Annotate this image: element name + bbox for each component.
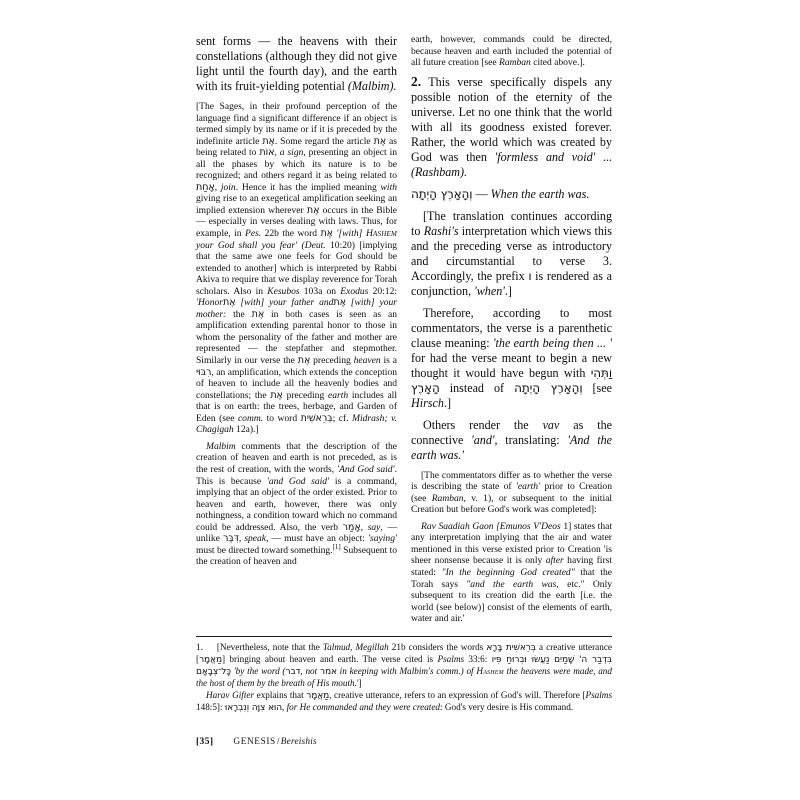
verse-number: 2. [411, 73, 422, 89]
hebrew-vatehi-haaretz: וַתְּהִי הָאָרֶץ [411, 365, 612, 395]
psalms-citation: Psalms [437, 653, 465, 664]
hebrew-ribui: רִבּוּי [196, 366, 212, 378]
hebrew-os: אוֹת [259, 147, 275, 159]
rashbam-citation: (Rashbam). [411, 164, 468, 179]
hebrew-es: אֶת [262, 135, 275, 147]
hebrew-es: אֶת [297, 355, 311, 367]
hebrew-join: אָחַת [196, 181, 215, 193]
parashah-name: Bereishis [280, 737, 317, 747]
left-column [196, 34, 397, 573]
left-small-paragraph-1: [The Sages, in their profound perception of the language find a significant difference if an object is termed simply by its name or if it is preceded by the indefinite article אֶת. Some regard the article אֶת as being related to אוֹת, a sign, presenting an object in all the phases by which its nature is to be recognized; and others regard it as being related to אָחַת, join. Hence it has the implied meaning with giving rise to an exegetical amplification seeking an implied extension wherever אֶת occurs in the Bible — especially in verses dealing with laws. Thus, for example, in Pes. 22b the word אֶת '[with] Hashem your God shall you fear' (Deut. 10:20) [implying that the same awe one feels for God should be extended to another] which is interpreted by Rabbi Akiva to require that we display reverence for Torah scholars. Also in Kesubos 103a on Exodus 20:12: 'Honorאֶת [with] your father andאֶת [with] your mother: the אֶת in both cases is seen as an amplification extending parental honor to those in whom the personality of the father and mother are represented — the stepfather and stepmother. Similarly in our verse the אֶת preceding heaven is a רִבּוּי, an amplification, which extends the conception of heaven to include all the heavenly bodies and constellations; the אֶת preceding earth includes all that is on earth: the trees, herbage, and Garden of Eden (see comm. to word בְּרֵאשִׁית; cf. Midrash; v. Chagigah 12a).] [196, 101, 398, 436]
page-number: [35] [196, 736, 214, 747]
psalms-citation: Psalms [585, 689, 613, 700]
hebrew-amar: אָמַר [342, 521, 361, 533]
talmud-megillah-citation: Talmud, Megillah [322, 641, 389, 652]
right-small-paragraph-1: earth, however, commands could be directed, because heaven and earth included the potential of all future creation [see Ramban cited above.]. [411, 34, 612, 69]
right-main-paragraph-4: Therefore, according to most commentators, the verse is a parenthetic clause meaning: 'the earth being then ... ' for had the verse meant to begin a new thought it would have begun with וַתְּהִי הָאָרֶץ instead of וְהָאָרֶץ הָיְתָה [see Hirsch.] [411, 305, 612, 410]
harav-gifter-citation: Harav Gifter [206, 689, 255, 700]
right-column [411, 34, 612, 630]
lemma-translation: When the earth was. [490, 186, 590, 201]
right-main-verse-2: 2. This verse specifically dispels any possible notion of the eternity of the universe. Let no one think that the world with all its goodness existed forever. Rather, the world which was created by God was then 'formless and void' ... (Rashbam). [411, 73, 613, 179]
footnote-1: 1. [Nevertheless, note that the Talmud, Megillah 21b considers the words בְּרֵאשִׁית בָּרָא a creative utterance [מַאֲמָר] bringing about heaven and earth. The verse cited is Psalms 33:6: בִּדְבַר ה' שָׁמַיִם נַעֲשׂוּ וּבְרוּחַ פִּיו כָּל־צְבָאָם 'by the word (דבר, not אמר in keeping with Malbim's comm.) of Hashem the heavens were made, and the host of them by the breath of His mouth.'] [196, 641, 613, 689]
left-small-paragraph-2: Malbim comments that the description of the creation of heaven and earth is not preceded, as is the rest of creation, with the words, 'And God said'. This is because 'and God said' is a command, implying that an object of the order existed. Prior to heaven and earth, however, there was only nothingness, a condition toward which no command could be addressed. Also, the verb אָמַר, say, — unlike דִּבֶּר, speak, — must have an object: 'saying' must be directed toward something.[1] Subsequent to the creation of heaven and [196, 440, 398, 568]
footnote-number: 1. [196, 641, 203, 652]
hashem-smallcaps: Hashem [362, 228, 397, 240]
footnote-1-continued: Harav Gifter explains that מַאֲמָר, creative utterance, refers to an expression of God's will. Therefore [Psalms 148:5]: הוּא צִוָּה וְנִבְרָאוּ, for He commanded and they were created: God's very desire is His command. [196, 689, 613, 713]
hebrew-lemma-vehaaretz-haysah: וְהָאָרֶץ הָיְתָה [411, 186, 473, 201]
footer-separator: / [276, 737, 280, 747]
hashem-smallcaps: Hashem [476, 666, 504, 677]
hebrew-es: אֶת [222, 297, 236, 309]
right-small-paragraph-4: Rav Saadiah Gaon [Emunos V'Deos 1] states that any interpretation implying that the air and water mentioned in this verse existed prior to Creation 'is sheer nonsense because it is only after having first stated: "In the beginning God created" that the Torah says "and the earth was, etc." Only subsequent to its creation did the earth [i.e. the world (see below)] consist of the elements of earth, water and air.' [411, 520, 612, 625]
book-name: GENESIS [233, 737, 276, 747]
two-column-body [196, 34, 612, 630]
footnote-reference-1[interactable]: [1] [332, 542, 341, 551]
left-main-paragraph-1 [196, 34, 397, 94]
hebrew-es: אֶת [270, 389, 283, 401]
hirsch-citation: Hirsch [411, 395, 444, 410]
right-main-lemma: וְהָאָרֶץ הָיְתָה — When the earth was. [411, 186, 590, 201]
left-main-1-source: (Malbim). [347, 79, 397, 93]
hebrew-es: אֶת [320, 228, 333, 240]
hebrew-amar: אמר [319, 667, 337, 678]
hebrew-vehaaretz-haysah: וְהָאָרֶץ הָיְתָה [514, 380, 583, 395]
hebrew-davar: דבר [285, 667, 301, 678]
saadiah-gaon-citation: Rav Saadiah Gaon [Emunos V'Deos [421, 520, 561, 532]
rashi-citation: Rashi's [423, 223, 459, 238]
right-small-paragraph-2: [The translation continues according to Rashi's interpretation which views this and the preceding verse as introductory and circumstantial to verse 3. Accordingly, the prefix ו is rendered as a conjunction, 'when'.] [411, 208, 613, 298]
hebrew-dibber: דִּבֶּר [222, 533, 239, 545]
hebrew-bereishis: בְּרֵאשִׁית [300, 412, 333, 424]
right-main-paragraph-5: Others render the vav as the connective 'and', translating: 'And the earth was.' [411, 417, 612, 462]
hebrew-es: אֶת [373, 135, 387, 147]
hebrew-vav: ו [528, 268, 532, 283]
hebrew-bereishis-bara: בְּרֵאשִׁית בָּרָא [486, 642, 536, 653]
right-small-paragraph-3: [The commentators differ as to whether the verse is describing the state of 'earth' prior to Creation (see Ramban, v. 1), or subsequent to the initial Creation but before God's work was completed]: [411, 469, 612, 516]
ramban-citation: Ramban [431, 492, 464, 504]
left-main-1-text: sent forms — the heavens with their constellations (although they did not give light until the fourth day), and the earth with its fruit-yielding potential [196, 34, 397, 93]
malbim-citation: Malbim [206, 440, 236, 452]
ramban-citation: Ramban [499, 57, 531, 69]
hebrew-maamar: מַאֲמָר [306, 690, 330, 701]
hebrew-es: אֶת [306, 204, 320, 216]
footer-book-line [233, 737, 316, 747]
hebrew-es: אֶת [251, 308, 265, 320]
hebrew-psalms-33-6: בִּדְבַר ה' שָׁמַיִם נַעֲשׂוּ וּבְרוּחַ פִּיו כָּל־צְבָאָם [196, 654, 613, 678]
page-content [196, 34, 612, 714]
hebrew-maamar: מַאֲמָר [199, 654, 222, 665]
page-footer [196, 736, 612, 747]
hebrew-psalms-148-5: הוּא צִוָּה וְנִבְרָאוּ [224, 702, 282, 713]
footnote-divider [196, 636, 612, 637]
hebrew-es: אֶת [333, 297, 346, 309]
